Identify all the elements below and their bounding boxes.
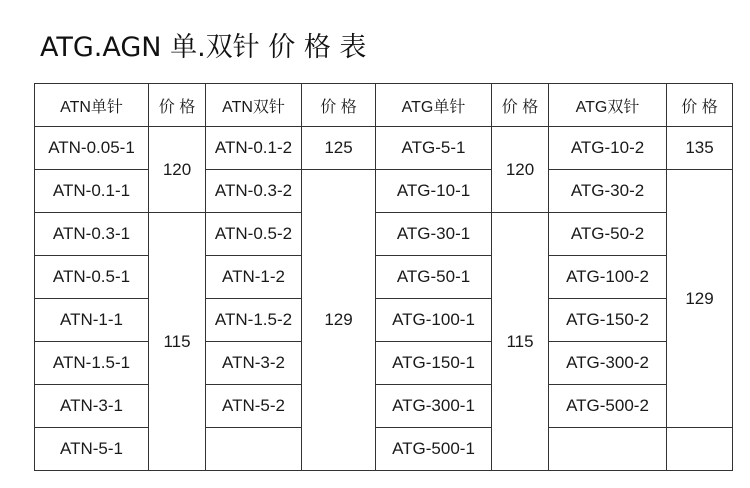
atg-double-model: ATG-100-2 [549, 256, 667, 299]
atn-single-model: ATN-1-1 [35, 299, 149, 342]
atg-double-model: ATG-300-2 [549, 342, 667, 385]
page-title: ATG.AGN 单.双针 价 格 表 [40, 32, 367, 63]
atn-single-model: ATN-0.05-1 [35, 127, 149, 170]
atn-double-model [206, 428, 302, 471]
atg-double-model: ATG-10-2 [549, 127, 667, 170]
atg-double-price: 129 [667, 170, 733, 428]
table-row [35, 428, 733, 471]
column-header: ATN双针 [206, 84, 302, 127]
atn-single-model: ATN-3-1 [35, 385, 149, 428]
atn-single-model: ATN-1.5-1 [35, 342, 149, 385]
atg-single-model: ATG-500-1 [376, 428, 492, 471]
table-row [35, 299, 733, 342]
atn-double-model: ATN-5-2 [206, 385, 302, 428]
atn-single-price: 120 [149, 127, 206, 213]
column-header: 价 格 [149, 84, 206, 127]
atn-double-model: ATN-3-2 [206, 342, 302, 385]
column-header: 价 格 [302, 84, 376, 127]
atg-single-model: ATG-30-1 [376, 213, 492, 256]
table-row [35, 127, 733, 170]
table-row [35, 170, 733, 213]
atg-single-model: ATG-10-1 [376, 170, 492, 213]
column-header: ATG双针 [549, 84, 667, 127]
atg-double-model: ATG-150-2 [549, 299, 667, 342]
atn-double-model: ATN-1.5-2 [206, 299, 302, 342]
column-header: ATG单针 [376, 84, 492, 127]
column-header: 价 格 [492, 84, 549, 127]
atg-single-model: ATG-5-1 [376, 127, 492, 170]
atn-single-model: ATN-0.1-1 [35, 170, 149, 213]
atg-double-price: 135 [667, 127, 733, 170]
atn-double-model: ATN-0.5-2 [206, 213, 302, 256]
atg-double-model: ATG-500-2 [549, 385, 667, 428]
atg-double-price [667, 428, 733, 471]
atg-single-model: ATG-150-1 [376, 342, 492, 385]
table-row [35, 342, 733, 385]
atg-double-model [549, 428, 667, 471]
price-table [34, 83, 733, 471]
column-header: ATN单针 [35, 84, 149, 127]
atn-double-model: ATN-0.1-2 [206, 127, 302, 170]
column-header: 价 格 [667, 84, 733, 127]
table-row [35, 213, 733, 256]
atg-single-price: 120 [492, 127, 549, 213]
atn-double-model: ATN-1-2 [206, 256, 302, 299]
table-header-row [35, 84, 733, 127]
atn-double-model: ATN-0.3-2 [206, 170, 302, 213]
atn-double-price: 125 [302, 127, 376, 170]
atn-single-model: ATN-0.3-1 [35, 213, 149, 256]
atn-single-model: ATN-0.5-1 [35, 256, 149, 299]
atn-double-price: 129 [302, 170, 376, 471]
table-row [35, 385, 733, 428]
atg-single-price: 115 [492, 213, 549, 471]
atg-single-model: ATG-100-1 [376, 299, 492, 342]
table-row [35, 256, 733, 299]
atg-single-model: ATG-300-1 [376, 385, 492, 428]
atg-double-model: ATG-30-2 [549, 170, 667, 213]
atg-single-model: ATG-50-1 [376, 256, 492, 299]
atg-double-model: ATG-50-2 [549, 213, 667, 256]
atn-single-model: ATN-5-1 [35, 428, 149, 471]
atn-single-price: 115 [149, 213, 206, 471]
